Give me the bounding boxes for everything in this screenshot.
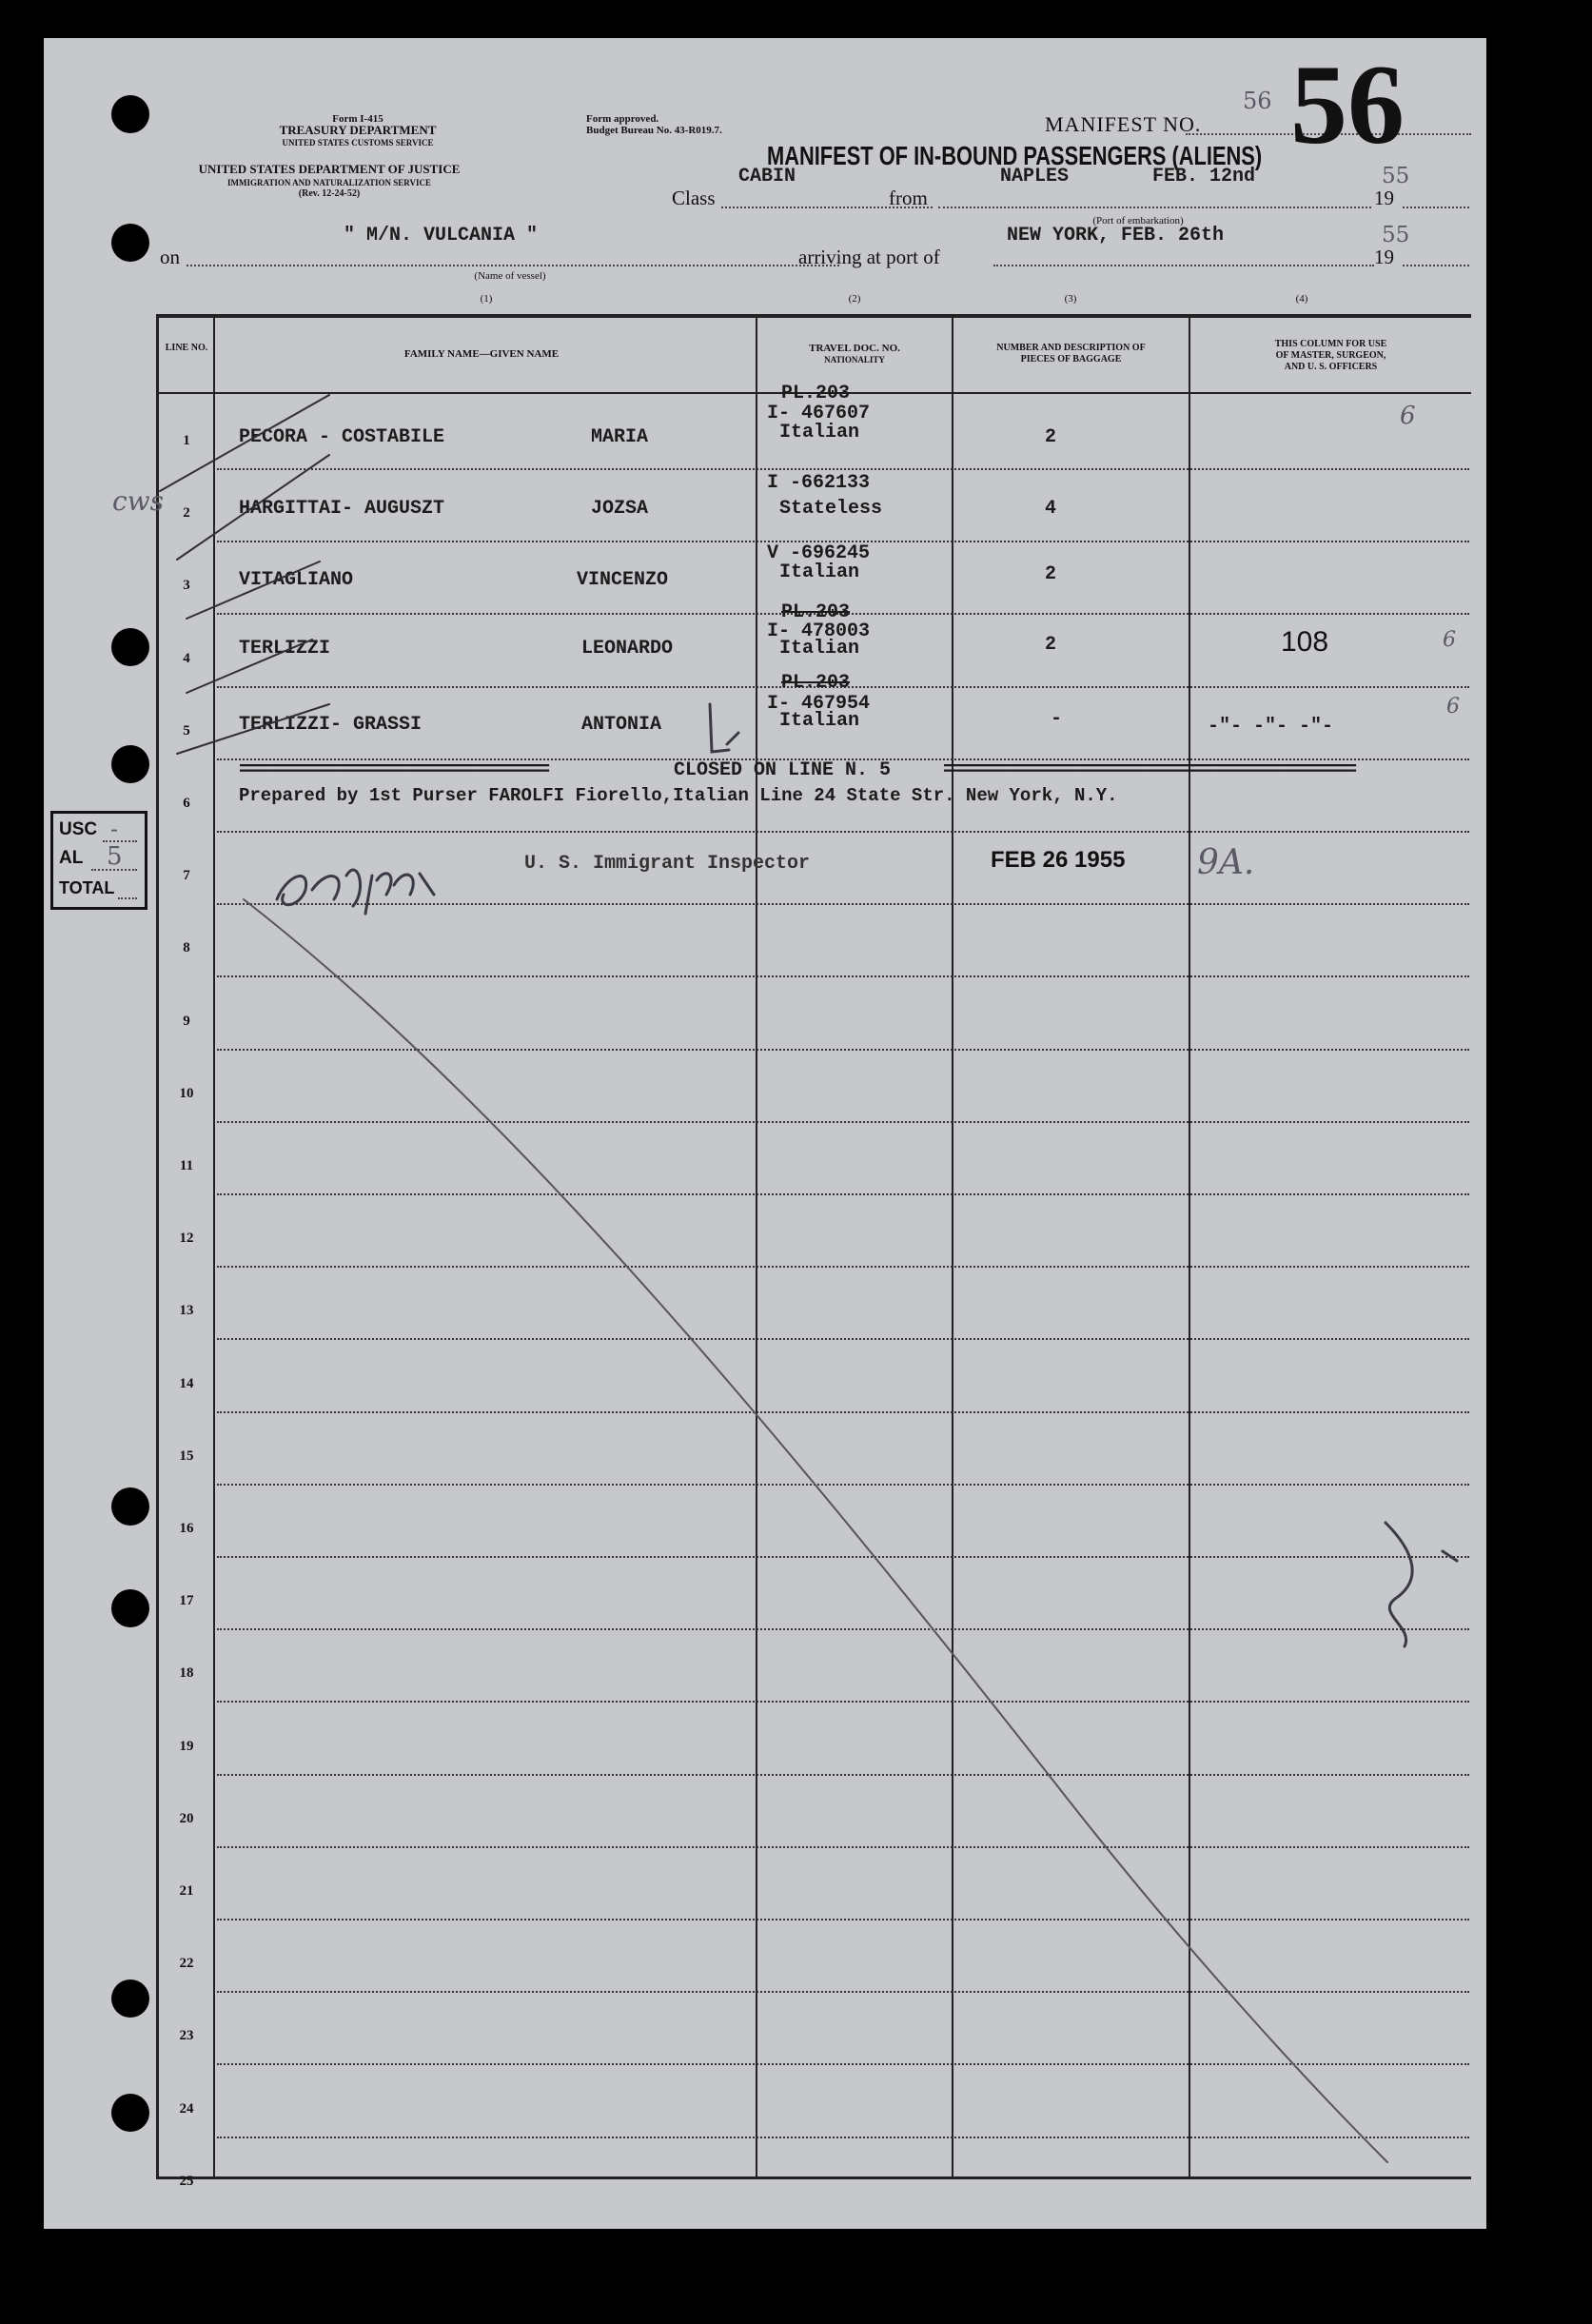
arriving-line bbox=[993, 265, 1374, 266]
line-number: 20 bbox=[179, 1811, 194, 1826]
on-label: on bbox=[160, 246, 180, 268]
line-number: 22 bbox=[179, 1956, 194, 1971]
total-line bbox=[118, 897, 137, 899]
closed-line: CLOSED ON LINE N. 5 bbox=[674, 759, 892, 781]
inspector-date: FEB 26 1955 bbox=[991, 847, 1126, 873]
manifest-no-stamp: 56 bbox=[1290, 41, 1405, 167]
manifest-label: MANIFEST NO. bbox=[1045, 112, 1202, 136]
inspector-signature bbox=[277, 870, 434, 914]
tally-box bbox=[50, 811, 147, 910]
from-label: from bbox=[889, 187, 928, 209]
line-number: 7 bbox=[183, 868, 190, 883]
line-number: 23 bbox=[179, 2028, 194, 2043]
ruled-line bbox=[217, 2137, 1469, 2138]
baggage: 4 bbox=[1045, 498, 1057, 520]
ruled-line bbox=[217, 1774, 1469, 1776]
column-number: (2) bbox=[848, 293, 861, 305]
col-divider-baggage bbox=[1189, 318, 1190, 2176]
line-number: 3 bbox=[183, 578, 190, 593]
nationality: Italian bbox=[779, 638, 860, 660]
ruled-line bbox=[217, 1919, 1469, 1920]
officer-ditto: -"- -"- -"- bbox=[1208, 716, 1334, 738]
usc-label: USC bbox=[59, 819, 98, 839]
ruled-line bbox=[217, 1193, 1469, 1195]
header-nationality: NATIONALITY bbox=[824, 355, 885, 364]
line-number: 16 bbox=[179, 1521, 194, 1536]
punch-hole bbox=[111, 95, 149, 133]
arriving-value: NEW YORK, FEB. 26th bbox=[1007, 225, 1225, 246]
from-date: FEB. 12nd bbox=[1152, 166, 1256, 187]
ruled-line bbox=[217, 1628, 1469, 1630]
col-divider-doc bbox=[952, 318, 953, 2176]
margin-note-six: 6 bbox=[1443, 628, 1456, 652]
header-officers-3: AND U. S. OFFICERS bbox=[1284, 362, 1378, 372]
line-number: 10 bbox=[179, 1086, 194, 1101]
year-value-1: 55 bbox=[1382, 164, 1410, 188]
class-label: Class bbox=[672, 187, 716, 209]
year-label-2: 19 bbox=[1374, 246, 1394, 268]
col-divider-lineno bbox=[213, 318, 215, 2176]
officer-note: 108 bbox=[1281, 626, 1329, 658]
punch-hole bbox=[111, 1589, 149, 1627]
from-value: NAPLES bbox=[1000, 166, 1070, 187]
punch-hole bbox=[111, 745, 149, 783]
inspector-text: U. S. Immigrant Inspector bbox=[524, 853, 811, 875]
ruled-line bbox=[217, 1556, 1469, 1558]
year-line-2 bbox=[1403, 265, 1469, 266]
ruled-line bbox=[217, 1121, 1469, 1123]
al-label: AL bbox=[59, 848, 84, 868]
manifest-no-handwritten: 56 bbox=[1243, 88, 1272, 114]
line-number: 11 bbox=[179, 1158, 194, 1173]
vessel-line bbox=[187, 265, 839, 266]
ruled-line bbox=[217, 1266, 1469, 1268]
baggage: 2 bbox=[1045, 563, 1057, 585]
line-number: 21 bbox=[179, 1883, 194, 1899]
manifest-title: MANIFEST OF IN-BOUND PASSENGERS (ALIENS) bbox=[767, 141, 1263, 170]
total-label: TOTAL bbox=[59, 878, 115, 897]
nationality: Italian bbox=[779, 422, 860, 443]
line-number: 2 bbox=[183, 505, 190, 521]
port-of-embarkation: (Port of embarkation) bbox=[1092, 215, 1184, 226]
header-officers-2: OF MASTER, SURGEON, bbox=[1275, 350, 1386, 361]
travel-doc: I- 478003 bbox=[767, 620, 871, 642]
doc-strike: PL.203 bbox=[781, 672, 851, 694]
ruled-line bbox=[217, 1991, 1469, 1993]
class-value: CABIN bbox=[738, 166, 796, 187]
doc-strike: PL.203 bbox=[781, 383, 851, 404]
line-number: 19 bbox=[179, 1739, 194, 1754]
budget-bureau: Budget Bureau No. 43-R019.7. bbox=[586, 125, 722, 136]
column-number: (4) bbox=[1295, 293, 1308, 305]
ruled-line bbox=[217, 1411, 1469, 1413]
al-value: 5 bbox=[107, 842, 123, 871]
table-bottom-border bbox=[156, 2176, 1471, 2179]
revision-date: (Rev. 12-24-52) bbox=[298, 188, 361, 199]
baggage: 2 bbox=[1045, 634, 1057, 656]
given-name: MARIA bbox=[591, 426, 649, 448]
treasury-department: TREASURY DEPARTMENT bbox=[279, 123, 437, 137]
from-line bbox=[938, 207, 1371, 208]
header-officers: THIS COLUMN FOR USE bbox=[1274, 339, 1387, 349]
line-number: 5 bbox=[183, 723, 190, 739]
line-number: 14 bbox=[179, 1376, 194, 1391]
closed-line-dashes-right: ================================================ bbox=[943, 759, 1355, 781]
line-number: 4 bbox=[183, 651, 190, 666]
header-family-name: FAMILY NAME—GIVEN NAME bbox=[403, 348, 560, 360]
travel-doc: I- 467607 bbox=[767, 403, 871, 424]
cancel-diagonal-line bbox=[244, 899, 1387, 2162]
family-name: PECORA - COSTABILE bbox=[239, 426, 445, 448]
punch-hole bbox=[111, 224, 149, 262]
line-number: 15 bbox=[179, 1448, 194, 1464]
form-approved: Form approved. bbox=[586, 113, 659, 125]
travel-doc: I- 467954 bbox=[767, 693, 871, 715]
prepared-by: Prepared by 1st Purser FAROLFI Fiorello,Italian Line 24 State Str. New York, N.Y. bbox=[239, 785, 1118, 806]
manifest-sheet bbox=[44, 38, 1486, 2229]
nationality: Stateless bbox=[779, 498, 883, 520]
closed-line-dashes-left: ==================================== bbox=[239, 759, 548, 781]
punch-hole bbox=[111, 1979, 149, 2018]
form-number: Form I-415 bbox=[332, 113, 383, 125]
line-number: 18 bbox=[179, 1665, 194, 1681]
margin-note-six: 6 bbox=[1400, 402, 1416, 430]
line-number: 8 bbox=[183, 940, 190, 955]
given-name: JOZSA bbox=[591, 498, 649, 520]
baggage: - bbox=[1051, 708, 1063, 730]
arriving-label: arriving at port of bbox=[798, 246, 940, 268]
line-number: 9 bbox=[183, 1014, 190, 1029]
family-name: TERLIZZI- GRASSI bbox=[239, 714, 423, 736]
vessel-value: " M/N. VULCANIA " bbox=[344, 225, 539, 246]
ruled-line bbox=[217, 1049, 1469, 1051]
given-name: LEONARDO bbox=[581, 638, 674, 660]
col-divider-name bbox=[756, 318, 757, 2176]
name-of-vessel: (Name of vessel) bbox=[474, 270, 546, 282]
year-label-1: 19 bbox=[1374, 187, 1394, 209]
line-number: 1 bbox=[183, 433, 190, 448]
ruled-line bbox=[217, 903, 1469, 905]
ins-service: IMMIGRATION AND NATURALIZATION SERVICE bbox=[227, 178, 431, 187]
year-value-2: 55 bbox=[1382, 223, 1410, 247]
punch-hole bbox=[111, 2094, 149, 2132]
margin-note-cws: cws bbox=[112, 485, 165, 517]
ruled-line bbox=[217, 1846, 1469, 1848]
margin-note-six: 6 bbox=[1446, 695, 1460, 719]
column-number: (1) bbox=[480, 293, 493, 305]
line-number: 25 bbox=[179, 2174, 194, 2189]
ruled-line bbox=[217, 1338, 1469, 1340]
customs-service: UNITED STATES CUSTOMS SERVICE bbox=[282, 138, 434, 148]
line-number: 17 bbox=[179, 1593, 194, 1608]
line-number: 6 bbox=[183, 796, 190, 811]
family-name: VITAGLIANO bbox=[239, 569, 354, 591]
doc-strike: PL.203 bbox=[781, 601, 851, 623]
antonia-mark bbox=[710, 704, 738, 752]
travel-doc: V -696245 bbox=[767, 542, 871, 564]
header-line-no: LINE NO. bbox=[165, 343, 208, 353]
year-line-1 bbox=[1403, 207, 1469, 208]
line-number: 24 bbox=[179, 2101, 194, 2117]
ruled-line bbox=[217, 831, 1469, 833]
inspector-mark: 9A. bbox=[1197, 843, 1255, 882]
header-travel-doc: TRAVEL DOC. NO. bbox=[809, 343, 900, 354]
department-of-justice: UNITED STATES DEPARTMENT OF JUSTICE bbox=[198, 162, 461, 176]
line-number: 13 bbox=[179, 1303, 194, 1318]
nationality: Italian bbox=[779, 710, 860, 732]
table-left-border bbox=[156, 314, 159, 2176]
given-name: ANTONIA bbox=[581, 714, 662, 736]
family-name: TERLIZZI bbox=[239, 638, 331, 660]
punch-hole bbox=[111, 628, 149, 666]
al-line bbox=[91, 869, 137, 871]
family-name: HARGITTAI- AUGUSZT bbox=[239, 498, 445, 520]
usc-value: - bbox=[110, 816, 119, 842]
baggage: 2 bbox=[1045, 426, 1057, 448]
travel-doc: I -662133 bbox=[767, 472, 871, 494]
ruled-line bbox=[217, 1701, 1469, 1703]
given-name: VINCENZO bbox=[577, 569, 669, 591]
header-baggage-2: PIECES OF BAGGAGE bbox=[1020, 354, 1122, 364]
line-number: 12 bbox=[179, 1231, 194, 1246]
header-baggage: NUMBER AND DESCRIPTION OF bbox=[996, 343, 1146, 353]
nationality: Italian bbox=[779, 561, 860, 583]
ruled-line bbox=[217, 468, 1469, 470]
ruled-line bbox=[217, 1484, 1469, 1486]
punch-hole bbox=[111, 1487, 149, 1526]
column-number: (3) bbox=[1064, 293, 1077, 305]
ruled-line bbox=[217, 2063, 1469, 2065]
ruled-line bbox=[217, 975, 1469, 977]
table-top-border bbox=[156, 314, 1471, 318]
